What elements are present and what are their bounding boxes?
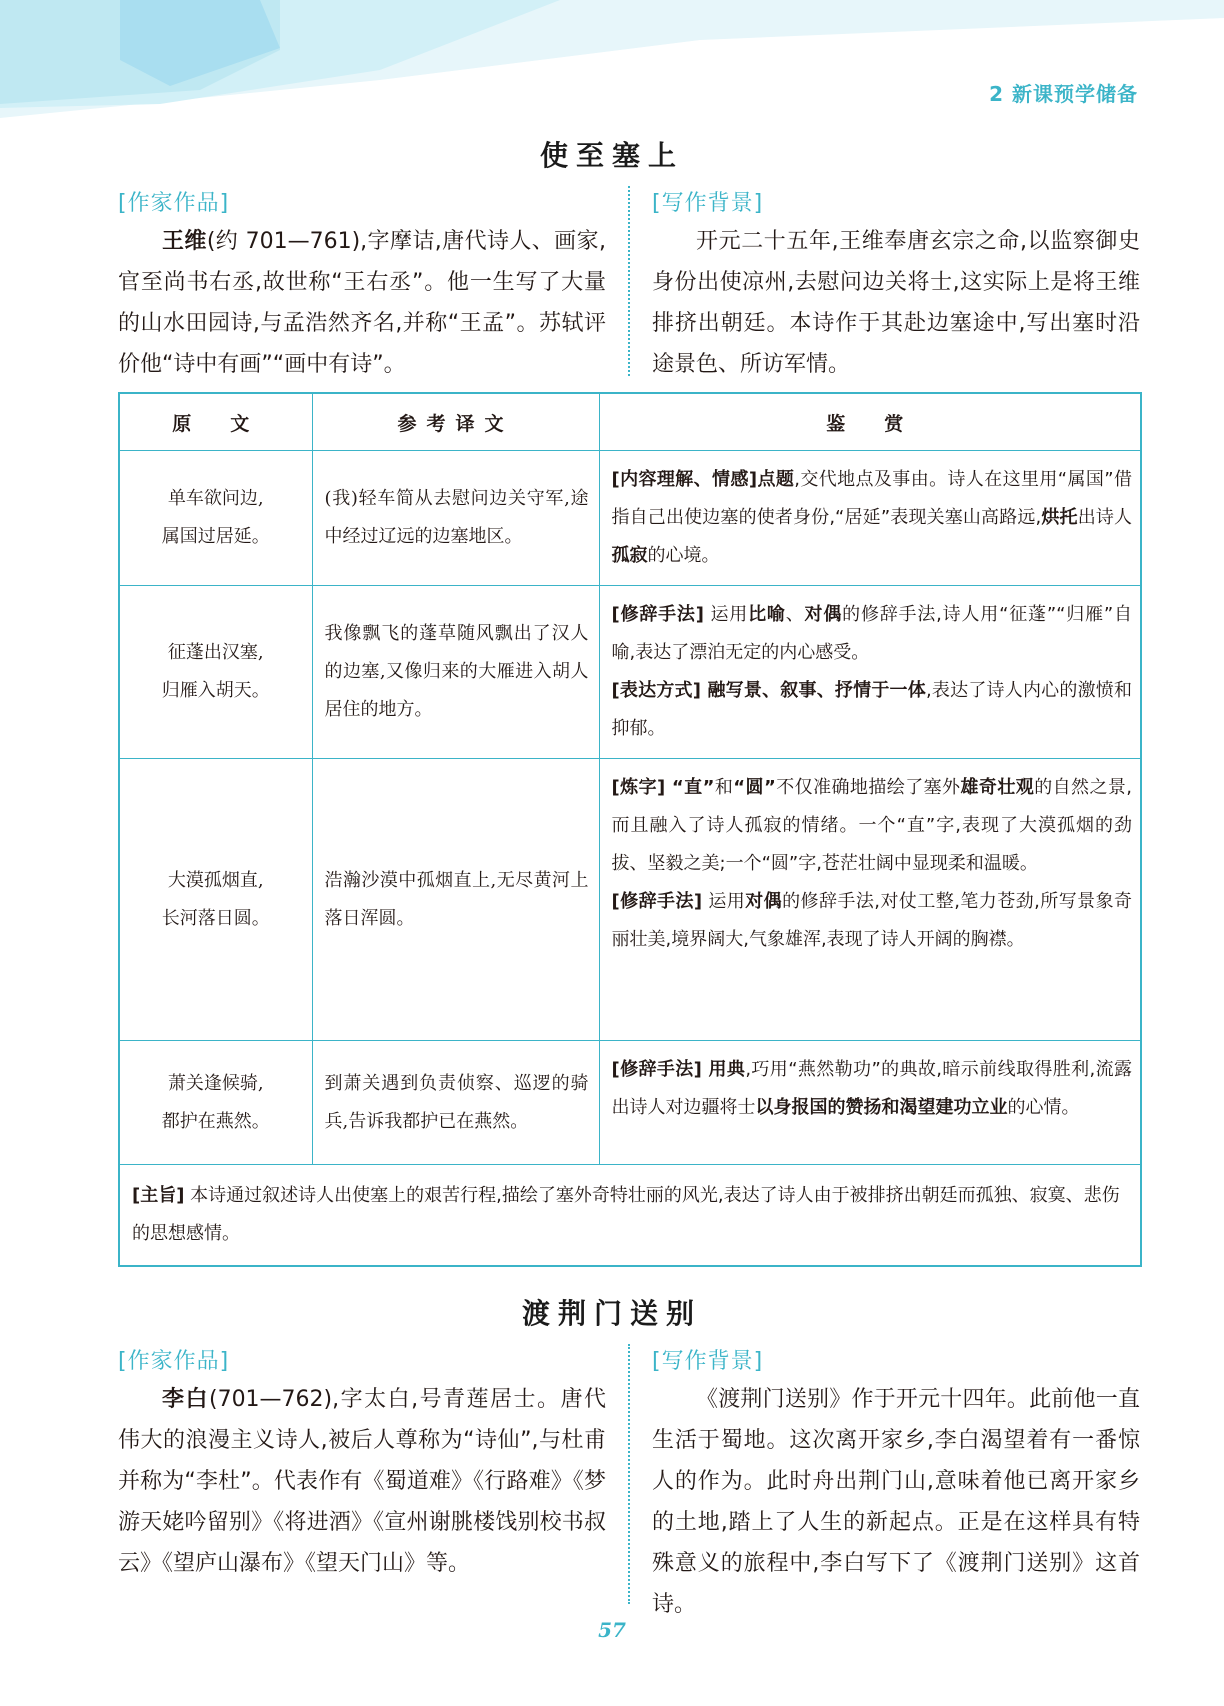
appreciation-text: [内容理解、情感]点题,交代地点及事由。诗人在这里用“属国”借指自己出使边塞的使者身份,“居延”表现关塞山高路远,烘托出诗人孤寂的心境。 <box>599 451 1141 586</box>
translation-text: (我)轻车简从去慰问边关守军,途中经过辽远的边塞地区。 <box>312 451 599 586</box>
appreciation-text: [修辞手法] 运用比喻、对偶的修辞手法,诗人用“征蓬”“归雁”自喻,表达了漂泊无定的内心感受。 [表达方式] 融写景、叙事、抒情于一体,表达了诗人内心的激愤和抑郁。 <box>599 586 1141 759</box>
translation-text: 浩瀚沙漠中孤烟直上,无尽黄河上落日浑圆。 <box>312 759 599 1041</box>
table-row <box>119 451 1141 586</box>
appreciation-text: [修辞手法] 用典,巧用“燕然勒功”的典故,暗示前线取得胜利,流露出诗人对边疆将士以身报国的赞扬和渴望建功立业的心情。 <box>599 1041 1141 1165</box>
table-row <box>119 759 1141 1041</box>
author-works-label-2: [作家作品] <box>118 1349 230 1374</box>
page-number: 57 <box>598 1618 626 1642</box>
author-text-2: (701—762),字太白,号青莲居士。唐代伟大的浪漫主义诗人,被后人尊称为“诗仙”,与杜甫并称为“李杜”。代表作有《蜀道难》《行路难》《梦游天姥吟留别》《将进酒》《宣州谢朓楼饯别校书叔云》《望庐山瀑布》《望天门山》等。 <box>118 1387 606 1576</box>
poem-title-2: 渡荆门送别 <box>521 1297 702 1330</box>
header-appreciation: 鉴 赏 <box>599 393 1141 451</box>
author-paragraph <box>118 221 606 385</box>
chapter-heading: 2 新课预学储备 <box>989 82 1138 106</box>
header-translation: 参考译文 <box>312 393 599 451</box>
column-divider-2 <box>628 1344 630 1604</box>
original-text: 单车欲问边, 属国过居延。 <box>119 451 312 586</box>
header-original: 原 文 <box>119 393 312 451</box>
column-divider <box>628 186 630 376</box>
original-text: 大漠孤烟直, 长河落日圆。 <box>119 759 312 1041</box>
table-row <box>119 586 1141 759</box>
poem-analysis-table <box>118 392 1142 1267</box>
author-works-label: [作家作品] <box>118 191 230 216</box>
appreciation-text: [炼字] “直”和“圆”不仅准确地描绘了塞外雄奇壮观的自然之景,而且融入了诗人孤寂的情绪。一个“直”字,表现了大漠孤烟的劲拔、坚毅之美;一个“圆”字,苍茫壮阔中显现柔和温暖。 [修辞手法] 运用对偶的修辞手法,对仗工整,笔力苍劲,所写景象奇丽壮美,境界阔大,气象雄浑,表现了诗人开阔的胸襟。 <box>599 759 1141 1041</box>
table-row <box>119 1041 1141 1165</box>
background-label-2: [写作背景] <box>652 1349 764 1374</box>
author-name-2: 李白 <box>162 1387 209 1412</box>
author-name: 王维 <box>162 229 207 254</box>
background-label: [写作背景] <box>652 191 764 216</box>
author-paragraph-2 <box>118 1379 606 1584</box>
summary-row <box>119 1165 1141 1267</box>
table-header-row <box>119 393 1141 451</box>
background-paragraph-2: 《渡荆门送别》作于开元十四年。此前他一直生活于蜀地。这次离开家乡,李白渴望着有一番惊人的作为。此时舟出荆门山,意味着他已离开家乡的土地,踏上了人生的新起点。正是在这样具有特殊意义的旅程中,李白写下了《渡荆门送别》这首诗。 <box>652 1387 1140 1617</box>
author-text: (约 701—761),字摩诘,唐代诗人、画家,官至尚书右丞,故世称“王右丞”。他一生写了大量的山水田园诗,与孟浩然齐名,并称“王孟”。苏轼评价他“诗中有画”“画中有诗”。 <box>118 229 606 377</box>
original-text: 萧关逢候骑, 都护在燕然。 <box>119 1041 312 1165</box>
background-paragraph: 开元二十五年,王维奉唐玄宗之命,以监察御史身份出使凉州,去慰问边关将士,这实际上是将王维排挤出朝廷。本诗作于其赴边塞途中,写出塞时沿途景色、所访军情。 <box>652 229 1140 377</box>
translation-text: 我像飘飞的蓬草随风飘出了汉人的边塞,又像归来的大雁进入胡人居住的地方。 <box>312 586 599 759</box>
translation-text: 到萧关遇到负责侦察、巡逻的骑兵,告诉我都护已在燕然。 <box>312 1041 599 1165</box>
original-text: 征蓬出汉塞, 归雁入胡天。 <box>119 586 312 759</box>
poem-title: 使至塞上 <box>539 139 684 172</box>
theme-summary: [主旨] 本诗通过叙述诗人出使塞上的艰苦行程,描绘了塞外奇特壮丽的风光,表达了诗人由于被排挤出朝廷而孤独、寂寞、悲伤的思想感情。 <box>119 1165 1141 1267</box>
